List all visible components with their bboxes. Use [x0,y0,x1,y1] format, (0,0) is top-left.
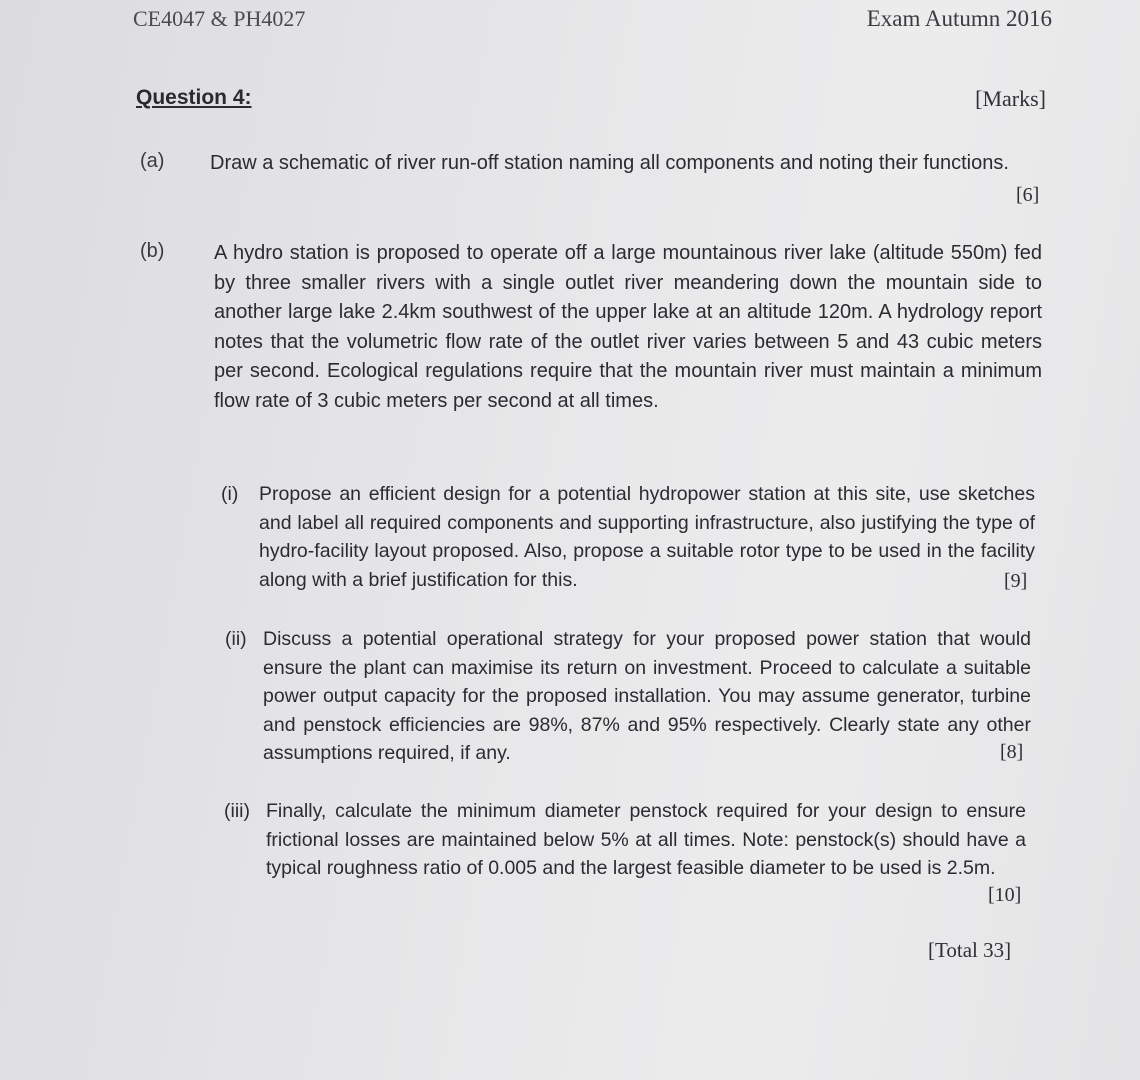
subpart-i-text: Propose an efficient design for a potential hydropower station at this site, use sketches and label all required components and supporting infrastructure, also justifying the type of hydro-facility layout proposed. Also, propose a suitable rotor type to be used in the facility along with a brief justification for this. [259,483,1035,591]
subpart-ii-label: (ii) [225,628,247,650]
question-title: Question 4: [136,86,252,109]
marks-heading: [Marks] [975,86,1046,111]
subpart-ii-text: Discuss a potential operational strategy for your proposed power station that would ensure the plant can maximise its return on investment. Proceed to calculate a suitable power output capacity for the proposed installation. You may assume generator, turbine and penstock efficiencies are 98%, 87% and 95% respectively. Clearly state any other assumptions required, if any. [263,628,1031,764]
course-codes: CE4047 & PH4027 [133,6,306,31]
subpart-ii-marks: [8] [1000,741,1024,763]
subpart-ii [225,625,1031,768]
subpart-i-marks: [9] [1004,570,1028,592]
subpart-i-label: (i) [221,483,239,505]
part-a-label: (a) [140,150,165,172]
total-marks: [Total 33] [928,938,1012,962]
subpart-iii-label: (iii) [224,800,250,822]
subpart-iii-marks: [10] [988,884,1022,906]
part-b-text: A hydro station is proposed to operate off a large mountainous river lake (altitude 550m) fed by three smaller rivers with a single outlet river meandering down the mountain side to another large lake 2.4km southwest of the upper lake at an altitude 120m. A hydrology report notes that the volumetric flow rate of the outlet river varies between 5 and 43 cubic meters per second. Ecological regulations require that the mountain river must maintain a minimum flow rate of 3 cubic meters per second at all times. [214,242,1042,412]
subpart-i [221,480,1035,594]
part-a-text: Draw a schematic of river run-off station naming all components and noting their functions. [210,152,1009,174]
part-a-marks: [6] [1016,184,1040,206]
exam-title: Exam Autumn 2016 [866,6,1052,31]
subpart-iii-text: Finally, calculate the minimum diameter penstock required for your design to ensure frictional losses are maintained below 5% at all times. Note: penstock(s) should have a typical roughness ratio of 0.005 and the largest feasible diameter to be used is 2.5m. [266,800,1026,879]
part-b-label: (b) [140,240,165,262]
subpart-iii [224,797,1026,883]
